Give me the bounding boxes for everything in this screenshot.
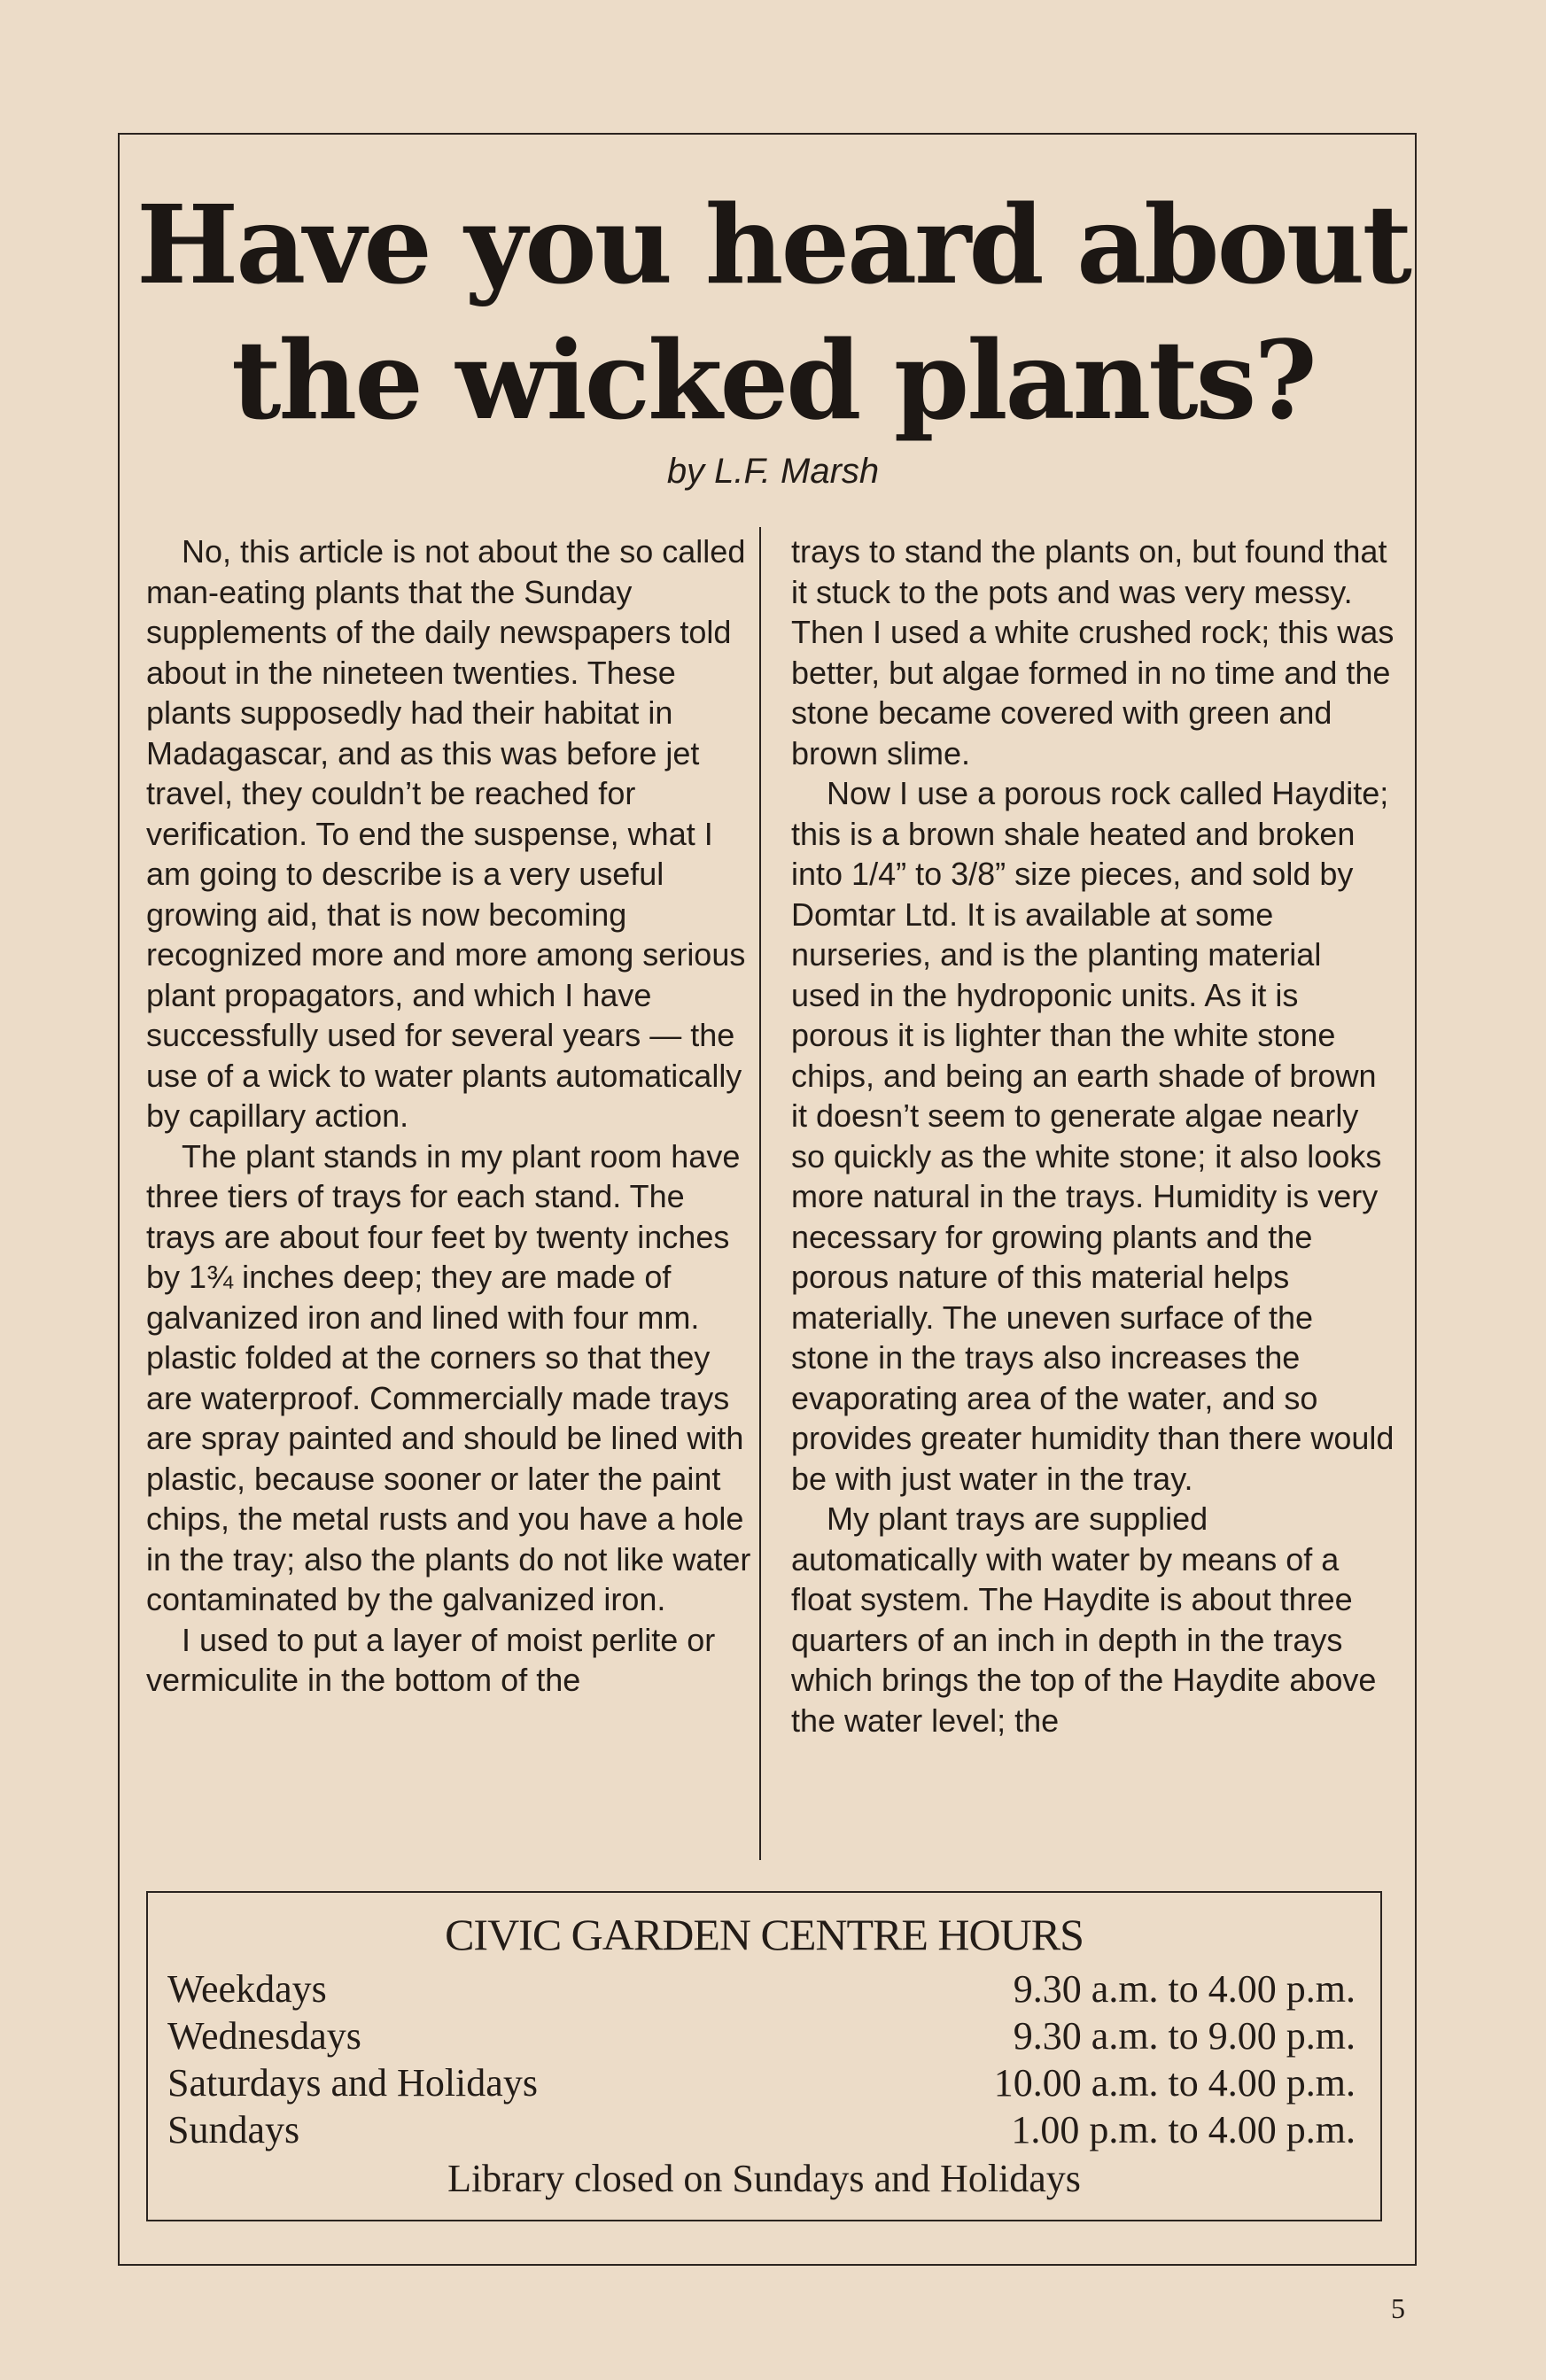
hours-title: CIVIC GARDEN CENTRE HOURS: [445, 1910, 1084, 1959]
page-number: 5: [1391, 2292, 1405, 2324]
paragraph: My plant trays are supplied automatically with water by means of a float system. The Haydite is about three quarters of an inch in depth in the trays which brings the top of the Haydite above the water level; the: [791, 1500, 1377, 1739]
hours-row: [148, 1965, 1380, 2012]
hours-day: Sundays: [167, 2108, 300, 2151]
paragraph: No, this article is not about the so called man-eating plants that the Sunday supplements of the daily newspapers told about in the nineteen twenties. These plants supposedly had their habitat in Madagascar, and as this was before jet travel, they couldn’t be reached for verification. To end the suspense, what I am going to describe is a very useful growing aid, that is now becoming recognized more and more among serious plant propagators, and which I have successfully used for several years — the use of a wick to water plants automatically by capillary action.: [146, 533, 746, 1134]
hours-time: 9.30 a.m. to 9.00 p.m.: [1013, 2014, 1356, 2058]
hours-row: [148, 2012, 1380, 2059]
paragraph: Now I use a porous rock called Haydite; this is a brown shale heated and broken into 1/4” to 3/8” size pieces, and sold by Domtar Ltd. It is available at some nurseries, and is the planting material used in the hydroponic units. As it is porous it is lighter than the white stone chips, and being an earth shade of brown it doesn’t seem to generate algae nearly so quickly as the white stone; it also looks more natural in the trays. Humidity is very necessary for growing plants and the porous nature of this material helps materially. The uneven surface of the stone in the trays also increases the evaporating area of the water, and so provides greater humidity than there would be with just water in the tray.: [791, 775, 1395, 1497]
hours-time: 9.30 a.m. to 4.00 p.m.: [1013, 1967, 1356, 2011]
hours-row: [148, 2106, 1380, 2153]
paragraph: trays to stand the plants on, but found that it stuck to the pots and was very messy. Then I used a white crushed rock; this was better, but algae formed in no time and the stone became covered with green and brown slime.: [791, 533, 1395, 771]
column-divider: [759, 527, 761, 1860]
hours-day: Weekdays: [167, 1967, 327, 2011]
byline: by L.F. Marsh: [666, 452, 880, 491]
article-column-right: [791, 531, 1398, 1864]
garden-centre-hours-box: [146, 1891, 1382, 2221]
hours-day: Wednesdays: [167, 2014, 361, 2058]
hours-time: 1.00 p.m. to 4.00 p.m.: [1011, 2108, 1356, 2151]
library-note: Library closed on Sundays and Holidays: [447, 2157, 1081, 2200]
article-title-line-2: the wicked plants?: [231, 316, 1315, 444]
paragraph: I used to put a layer of moist perlite or vermiculite in the bottom of the: [146, 1621, 716, 1698]
article-title-line-1: Have you heard about: [136, 181, 1410, 308]
hours-day: Saturdays and Holidays: [167, 2061, 538, 2105]
hours-time: 10.00 a.m. to 4.00 p.m.: [993, 2061, 1356, 2105]
article-column-left: [146, 531, 757, 1864]
hours-row: [148, 2059, 1380, 2106]
paragraph: The plant stands in my plant room have three tiers of trays for each stand. The trays are about four feet by twenty inches by 1¾ inches deep; they are made of galvanized iron and lined with four mm. plastic folded at the corners so that they are waterproof. Commercially made trays are spray painted and should be lined with plastic, because sooner or later the paint chips, the metal rusts and you have a hole in the tray; also the plants do not like water contaminated by the galvanized iron.: [146, 1137, 751, 1617]
